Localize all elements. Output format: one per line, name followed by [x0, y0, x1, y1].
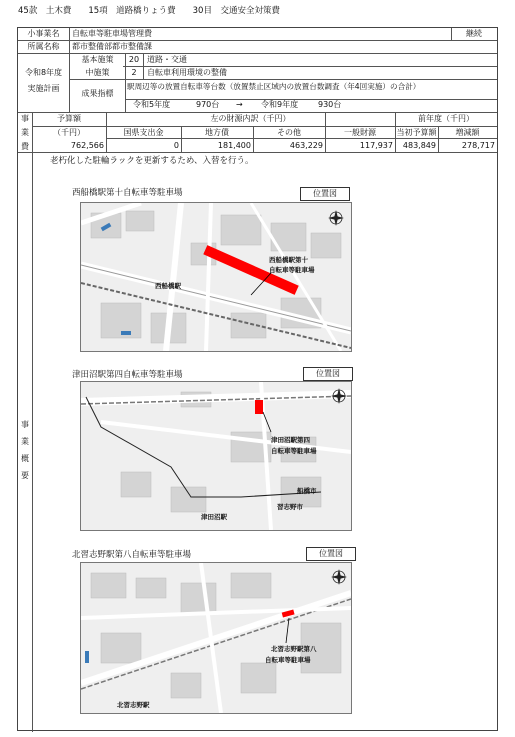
map1-lot-line1: 西船橋駅第十	[269, 256, 308, 264]
budget-side-3: 費	[21, 142, 29, 151]
mid-policy-label: 中施策	[85, 68, 110, 77]
col-general: 一般財源	[344, 128, 376, 137]
page-header: 45款 土木費 15項 道路橋りょう費 30目 交通安全対策費	[18, 6, 280, 16]
value-general: 117,937	[359, 141, 393, 150]
map2-city1: 船橋市	[297, 487, 317, 495]
overview-side-4: 要	[21, 471, 29, 480]
value-change: 278,717	[461, 141, 495, 150]
source-head: 左の財源内訳（千円）	[210, 114, 291, 123]
dept-label: 所属名称	[27, 42, 60, 51]
indicator-label: 成果指標	[81, 89, 114, 98]
project-name-label: 小事業名	[27, 29, 60, 38]
budget-side-1: 事	[21, 114, 29, 123]
col-local-bond: 地方債	[205, 128, 229, 137]
project-name-value: 自転車等駐車場管理費	[72, 29, 152, 38]
value-total: 762,566	[70, 141, 104, 150]
map3-lot-line1: 北習志野駅第八	[271, 645, 317, 653]
r9-label: 令和9年度	[261, 100, 299, 109]
status-badge: 継続	[466, 29, 482, 38]
basic-policy-value: 道路・交通	[147, 55, 187, 64]
map2-title: 津田沼駅第四自転車等駐車場	[72, 370, 183, 380]
map1-lot-line2: 自転車等駐車場	[269, 266, 315, 274]
map2-lot-line2: 自転車等駐車場	[271, 447, 317, 455]
map1-station: 西船橋駅	[155, 282, 181, 290]
budget-unit: （千円）	[53, 128, 85, 137]
r5-label: 令和5年度	[133, 100, 171, 109]
budget-head: 予算額	[57, 114, 81, 123]
overview-side-1: 事	[21, 420, 29, 429]
prev-head: 前年度（千円）	[418, 114, 474, 123]
value-other: 463,229	[289, 141, 323, 150]
map2-position-label: 位置図	[303, 367, 353, 381]
plan-label-year: 令和8年度	[24, 68, 63, 77]
mid-policy-value: 自転車利用環境の整備	[147, 68, 227, 77]
map3	[80, 562, 352, 714]
overview-text: 老朽化した駐輪ラックを更新するため、入替を行う。	[50, 156, 254, 166]
col-other: その他	[277, 128, 301, 137]
col-prev-initial: 当初予算額	[396, 128, 437, 137]
map1-position-label: 位置図	[300, 187, 350, 201]
overview-side-3: 概	[21, 454, 29, 463]
indicator-text: 駅周辺等の放置自転車等台数（放置禁止区域内の放置台数調査（年4回実施）の合計）	[127, 82, 421, 91]
map2-station: 津田沼駅	[201, 513, 227, 521]
map2-highlight	[255, 400, 263, 414]
r9-value: 930台	[318, 100, 342, 109]
r5-value: 970台	[196, 100, 220, 109]
map1	[80, 202, 352, 352]
map2	[80, 381, 352, 531]
map3-lot-line2: 自転車等駐車場	[265, 656, 311, 664]
basic-policy-no: 20	[128, 55, 140, 64]
overview-side-2: 業	[21, 437, 29, 446]
col-change: 増減額	[455, 128, 480, 137]
map2-city2: 習志野市	[277, 503, 303, 511]
map3-station: 北習志野駅	[117, 701, 150, 709]
basic-policy-label: 基本施策	[81, 55, 114, 64]
col-national: 国県支出金	[123, 128, 164, 137]
value-national: 0	[173, 141, 179, 150]
mid-policy-no: 2	[131, 68, 137, 77]
map3-position-label: 位置図	[306, 547, 356, 561]
dept-value: 都市整備部都市整備課	[72, 42, 152, 51]
budget-side-2: 業	[21, 128, 29, 137]
arrow: →	[236, 100, 243, 109]
map1-title: 西船橋駅第十自転車等駐車場	[72, 188, 183, 198]
value-prev-initial: 483,849	[402, 141, 436, 150]
map2-lot-line1: 津田沼駅第四	[271, 436, 310, 444]
map3-title: 北習志野駅第八自転車等駐車場	[72, 550, 192, 560]
value-local-bond: 181,400	[217, 141, 251, 150]
plan-label-plan: 実施計画	[27, 84, 60, 93]
